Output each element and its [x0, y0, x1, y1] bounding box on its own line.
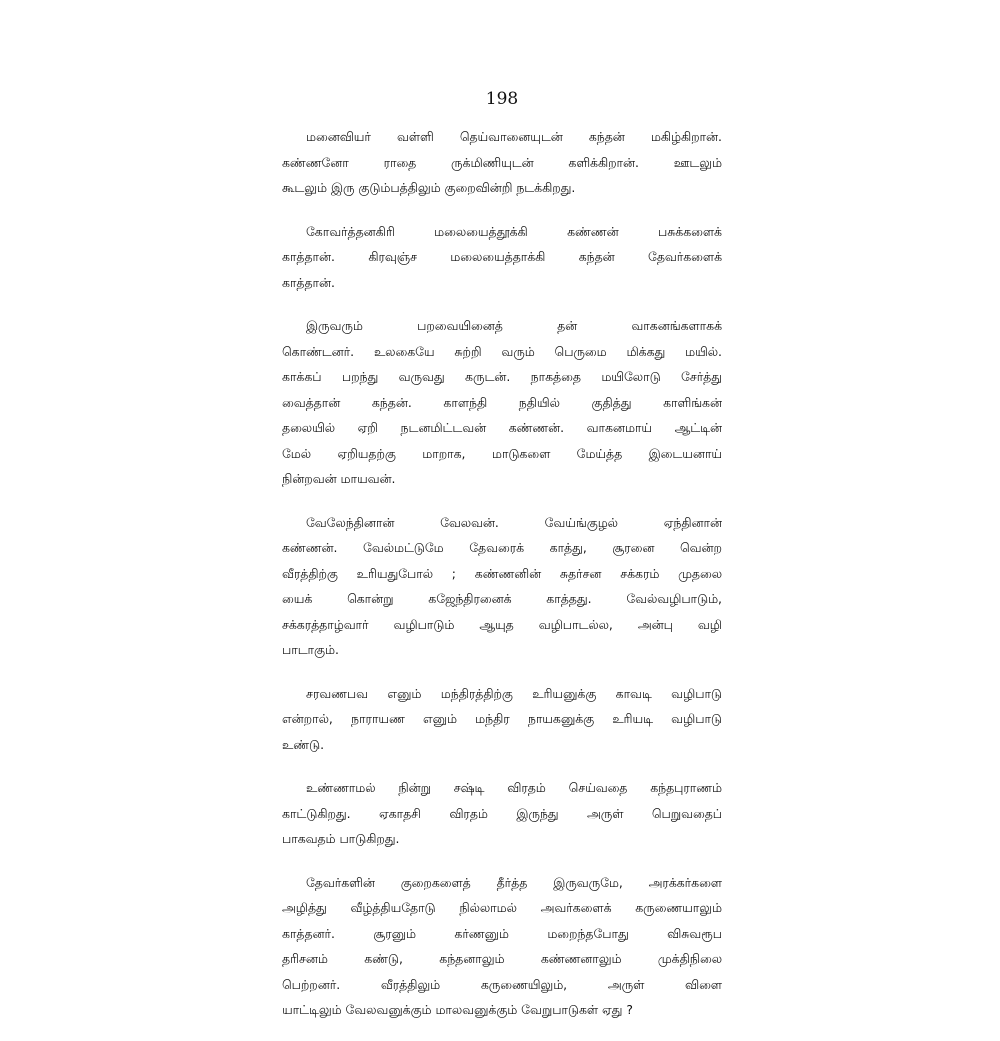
text-line: வைத்தான் கந்தன். காளந்தி நதியில் குதித்து காளிங்கன் — [282, 394, 722, 410]
text-line: வீரத்திற்கு உரியதுபோல் ; கண்ணனின் சுதர்சன சக்கரம் முதலை — [282, 565, 722, 581]
book-page — [282, 88, 722, 1041]
text-line: காத்தனர். சூரனும் கர்ணனும் மறைந்தபோது விசுவரூப — [282, 925, 722, 941]
paragraph — [282, 219, 722, 296]
text-line: இருவரும் பறவையினைத் தன் வாகனங்களாகக் — [306, 318, 722, 333]
paragraph — [282, 313, 722, 492]
text-line: உண்ணாமல் நின்று சஷ்டி விரதம் செய்வதை கந்தபுராணம் — [306, 780, 722, 795]
text-line: கண்ணன். வேல்மட்டுமே தேவரைக் காத்து, சூரனை வென்ற — [282, 540, 722, 555]
text-line: சக்கரத்தாழ்வார் வழிபாடும் ஆயுத வழிபாடல்ல, அன்பு வழி — [282, 616, 722, 632]
text-line: அழித்து வீழ்த்தியதோடு நில்லாமல் அவர்களைக் கருணையாலும் — [282, 900, 722, 915]
text-line: காத்தான். — [282, 274, 335, 290]
text-line: உண்டு. — [282, 736, 325, 752]
text-line: வேலேந்தினான் வேலவன். வேய்ங்குழல் ஏந்தினான் — [306, 514, 722, 530]
body-text — [282, 124, 722, 1023]
paragraph — [282, 124, 722, 201]
text-line: பாகவதம் பாடுகிறது. — [282, 831, 400, 846]
text-line: கண்ணனோ ராதை ருக்மிணியுடன் களிக்கிறான். ஊடலும் — [282, 154, 722, 170]
text-line: கொண்டனர். உலகையே சுற்றி வரும் பெருமை மிக்கது மயில். — [282, 343, 722, 359]
paragraph — [282, 681, 722, 758]
text-line: யைக் கொன்று கஜேந்திரனைக் காத்தது. வேல்வழிபாடும், — [282, 591, 722, 606]
text-line: சரவணபவ எனும் மந்திரத்திற்கு உரியனுக்கு காவடி வழிபாடு — [306, 685, 722, 701]
text-line: காட்டுகிறது. ஏகாதசி விரதம் இருந்து அருள் பெறுவதைப் — [282, 805, 722, 821]
text-line: என்றால், நாராயண எனும் மந்திர நாயகனுக்கு உரியடி வழிபாடு — [282, 711, 722, 726]
text-line: யாட்டிலும் வேலவனுக்கும் மாலவனுக்கும் வேறுபாடுகள் ஏது ? — [282, 1002, 633, 1017]
text-line: தரிசனம் கண்டு, கந்தனாலும் கண்ணனாலும் முக்திநிலை — [282, 951, 722, 966]
text-line: மனைவியர் வள்ளி தெய்வானையுடன் கந்தன் மகிழ்கிறான். — [306, 129, 722, 144]
text-line: மேல் ஏறியதற்கு மாறாக, மாடுகளை மேய்த்த இடையனாய் — [282, 445, 722, 461]
text-line: காத்தான். கிரவுஞ்ச மலையைத்தாக்கி கந்தன் தேவர்களைக் — [282, 249, 722, 264]
paragraph — [282, 510, 722, 663]
text-line: தேவர்களின் குறைகளைத் தீர்த்த இருவருமே, அரக்கர்களை — [306, 874, 722, 890]
text-line: காக்கப் பறந்து வருவது கருடன். நாகத்தை மயிலோடு சேர்த்து — [282, 369, 722, 384]
page-number: 198 — [485, 89, 519, 109]
paragraph — [282, 775, 722, 852]
text-line: கோவர்த்தனகிரி மலையைத்தூக்கி கண்ணன் பசுக்களைக் — [306, 223, 722, 239]
text-line: நின்றவன் மாயவன். — [282, 471, 396, 486]
text-line: பெற்றனர். வீரத்திலும் கருணையிலும், அருள் விளை — [282, 976, 722, 992]
text-line: தலையில் ஏறி நடனமிட்டவன் கண்ணன். வாகனமாய் ஆட்டின் — [282, 420, 722, 435]
text-line: பாடாகும். — [282, 642, 339, 657]
text-line: கூடலும் இரு குடும்பத்திலும் குறைவின்றி நடக்கிறது. — [282, 180, 576, 195]
